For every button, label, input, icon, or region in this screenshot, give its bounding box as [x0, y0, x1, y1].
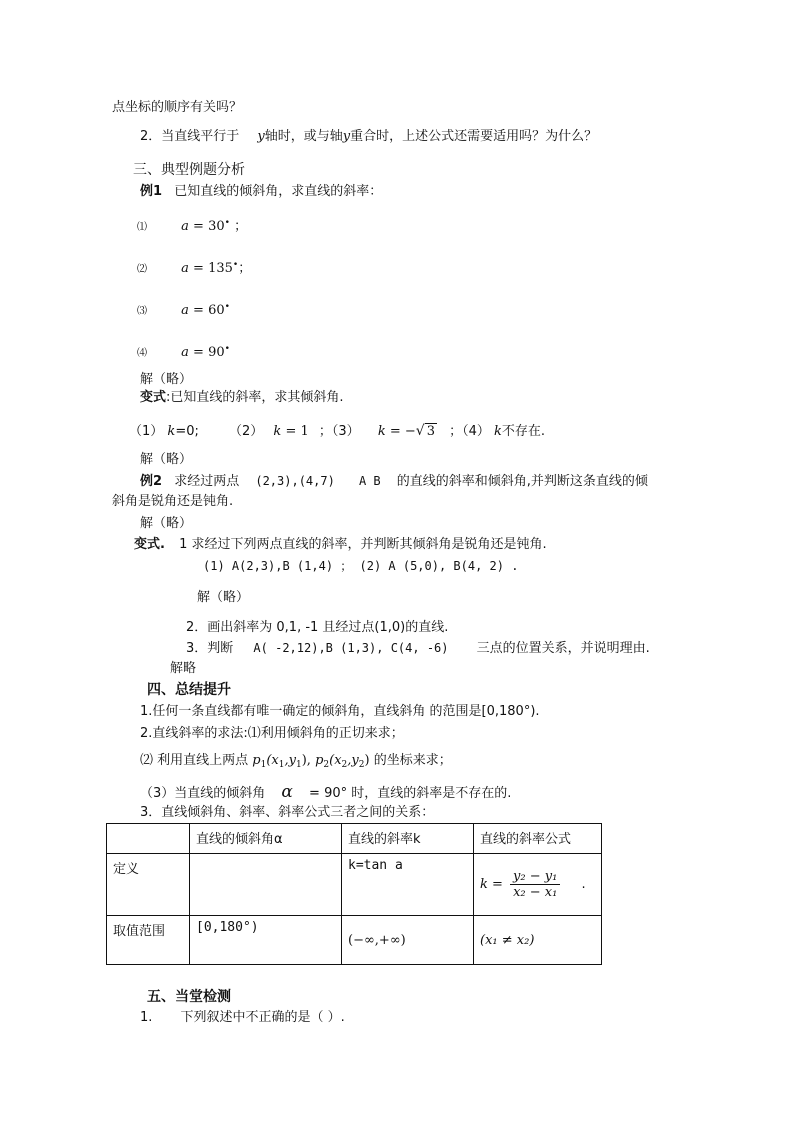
value: =0; — [175, 424, 199, 439]
value: 不存在. — [501, 424, 546, 439]
table-row — [107, 916, 602, 965]
solution-text: 解略 — [170, 661, 197, 676]
text-segment: ⑵ 利用直线上两点 — [140, 753, 249, 768]
variant-2 — [134, 536, 547, 554]
variant-text: :已知直线的斜率，求其倾斜角. — [166, 390, 344, 405]
summary-1: 1.任何一条直线都有唯一确定的倾斜角，直线斜角 的范围是[0,180°). — [140, 704, 540, 719]
value: = − — [389, 424, 416, 439]
value: 30 — [208, 219, 225, 234]
equals: = — [193, 345, 204, 360]
header-cell: 直线的斜率k — [342, 824, 474, 854]
slope-items: （1） k=0; （2） k = 1 ；（3） k = −√ 3 ；（4） k不存在. — [129, 423, 546, 439]
var-y: ,y — [347, 753, 359, 768]
degree-mark: • — [224, 218, 230, 228]
example-label: 例1 — [140, 184, 163, 199]
example-2 — [140, 472, 648, 491]
var-y: ,y — [284, 753, 296, 768]
item-number: （1） — [129, 424, 164, 439]
variable-a: a — [181, 219, 189, 234]
item-number: ⑶ — [137, 306, 147, 317]
example-text: 的直线的斜率和倾斜角,并判断这条直线的倾 — [396, 474, 648, 489]
text-segment: 3．判断 — [186, 641, 234, 656]
solution-text: 解（略） — [140, 516, 193, 531]
equals: = — [193, 219, 204, 234]
variable-y: y — [342, 129, 351, 144]
variable-k: k — [167, 424, 176, 439]
value: 60 — [208, 303, 225, 318]
summary-3 — [140, 752, 452, 774]
period: . — [581, 877, 586, 892]
var-x: (x — [329, 753, 342, 768]
header-cell: 直线的倾斜角α — [190, 824, 342, 854]
solution-text: 解（略） — [197, 590, 250, 605]
test-question-1 — [140, 1009, 345, 1027]
value: 90 — [208, 345, 225, 360]
equals: = — [193, 261, 204, 276]
table-row — [107, 854, 602, 916]
question-number: 1. — [140, 1010, 153, 1025]
text-segment: 的坐标来求； — [373, 753, 452, 768]
paren: ) — [364, 753, 370, 768]
slope-fraction — [510, 869, 560, 900]
relation-table — [106, 823, 602, 965]
item-number: （2） — [229, 424, 264, 439]
points: A( -2,12),B (1,3), C(4, -6) — [253, 641, 449, 655]
row-label: 取值范围 — [107, 916, 190, 965]
separator: ；（3） — [318, 424, 360, 439]
text-line: 点坐标的顺序有关吗？ — [112, 100, 243, 115]
separator: ；（4） — [449, 424, 490, 439]
text-segment: = 90° 时，直线的斜率是不存在的. — [309, 786, 512, 801]
table-cell: [0,180°) — [190, 916, 342, 965]
var-x: (x — [266, 753, 279, 768]
subscript: 1 — [278, 760, 285, 770]
denominator: x₂ − x₁ — [513, 885, 558, 900]
variable-a: a — [181, 261, 189, 276]
ex1-item — [137, 340, 230, 363]
example-text: 已知直线的倾斜角，求直线的斜率： — [174, 184, 383, 199]
ex1-item — [137, 298, 230, 321]
solution-text: 解（略） — [140, 452, 193, 467]
header-cell — [107, 824, 190, 854]
text-segment: 轴时，或与轴 — [264, 129, 343, 144]
question-text: 下列叙述中不正确的是（ ）. — [180, 1010, 345, 1025]
table-cell: k=tan a — [342, 854, 474, 916]
variant-2-items: (1) A(2,3),B (1,4) ； (2) A (5,0), B(4, 2) . — [203, 559, 519, 573]
degree-mark: • — [224, 344, 230, 354]
ex1-item — [137, 256, 251, 279]
variant-2-q3 — [186, 639, 650, 658]
table-cell — [190, 854, 342, 916]
table-cell: (−∞,+∞) — [342, 916, 474, 965]
variant-2-q2: 2．画出斜率为 0,1, -1 且经过点(1,0)的直线. — [186, 620, 449, 635]
summary-5: 3．直线倾斜角、斜率、斜率公式三者之间的关系： — [140, 805, 435, 820]
equals: = — [193, 303, 204, 318]
paren: ), — [301, 753, 311, 768]
example-text: 求经过两点 — [174, 474, 240, 489]
summary-4 — [140, 783, 511, 803]
numerator: y₂ − y₁ — [510, 869, 560, 885]
variant-label: 变式. — [134, 537, 165, 552]
variable-k: k — [273, 424, 282, 439]
question-2 — [140, 128, 597, 146]
subscript: 2 — [358, 760, 365, 770]
header-cell: 直线的斜率公式 — [474, 824, 602, 854]
item-number: ⑵ — [137, 264, 147, 275]
text-segment: 三点的位置关系，并说明理由. — [476, 641, 650, 656]
degree-mark: • — [232, 260, 239, 270]
subscript: 1 — [295, 760, 302, 770]
subscript: 2 — [323, 760, 330, 770]
item-number: ⑴ — [137, 222, 147, 233]
text-segment: 2．当直线平行于 — [140, 129, 240, 144]
item-number: ⑷ — [137, 348, 147, 359]
ex1-item — [137, 214, 247, 237]
variable-y: y — [257, 129, 265, 144]
value: 135 — [208, 261, 233, 276]
variant-text: 1 求经过下列两点直线的斜率，并判断其倾斜角是锐角还是钝角. — [179, 537, 547, 552]
section-4-heading: 四、总结提升 — [147, 682, 231, 698]
points-label: A B — [358, 474, 381, 488]
table-header-row — [107, 824, 602, 854]
var-p: p — [252, 753, 261, 768]
points: (2,3),(4,7) — [255, 474, 335, 488]
subscript: 1 — [260, 760, 267, 770]
section-5-heading: 五、当堂检测 — [147, 989, 231, 1005]
formula-k: k = — [480, 877, 503, 892]
tail: ； — [238, 261, 252, 276]
text-segment: （3）当直线的倾斜角 — [140, 786, 266, 801]
text-segment: 重合时，上述公式还需要适用吗？为什么？ — [350, 129, 598, 144]
variant-1 — [140, 389, 344, 407]
row-label: 定义 — [107, 854, 190, 916]
example-1 — [140, 183, 382, 201]
tail: ； — [234, 219, 248, 234]
variable-a: a — [181, 345, 189, 360]
summary-2: 2.直线斜率的求法:⑴利用倾斜角的正切来求； — [140, 726, 404, 741]
text-line: 斜角是锐角还是钝角. — [112, 494, 234, 509]
formula-cell — [474, 854, 602, 916]
example-label: 例2 — [140, 474, 163, 489]
subscript: 2 — [341, 760, 348, 770]
degree-mark: • — [224, 302, 230, 312]
section-3-heading: 三、典型例题分析 — [133, 162, 245, 178]
table-cell: (x₁ ≠ x₂) — [474, 916, 602, 965]
variable-a: a — [181, 303, 189, 318]
value: = 1 — [285, 424, 309, 439]
variant-label: 变式 — [140, 390, 167, 405]
alpha-symbol: α — [281, 782, 293, 802]
variable-k: k — [377, 424, 386, 439]
var-p: p — [315, 753, 324, 768]
sqrt-value: 3 — [426, 424, 435, 439]
variable-k: k — [494, 424, 502, 439]
solution-text: 解（略） — [140, 372, 193, 387]
